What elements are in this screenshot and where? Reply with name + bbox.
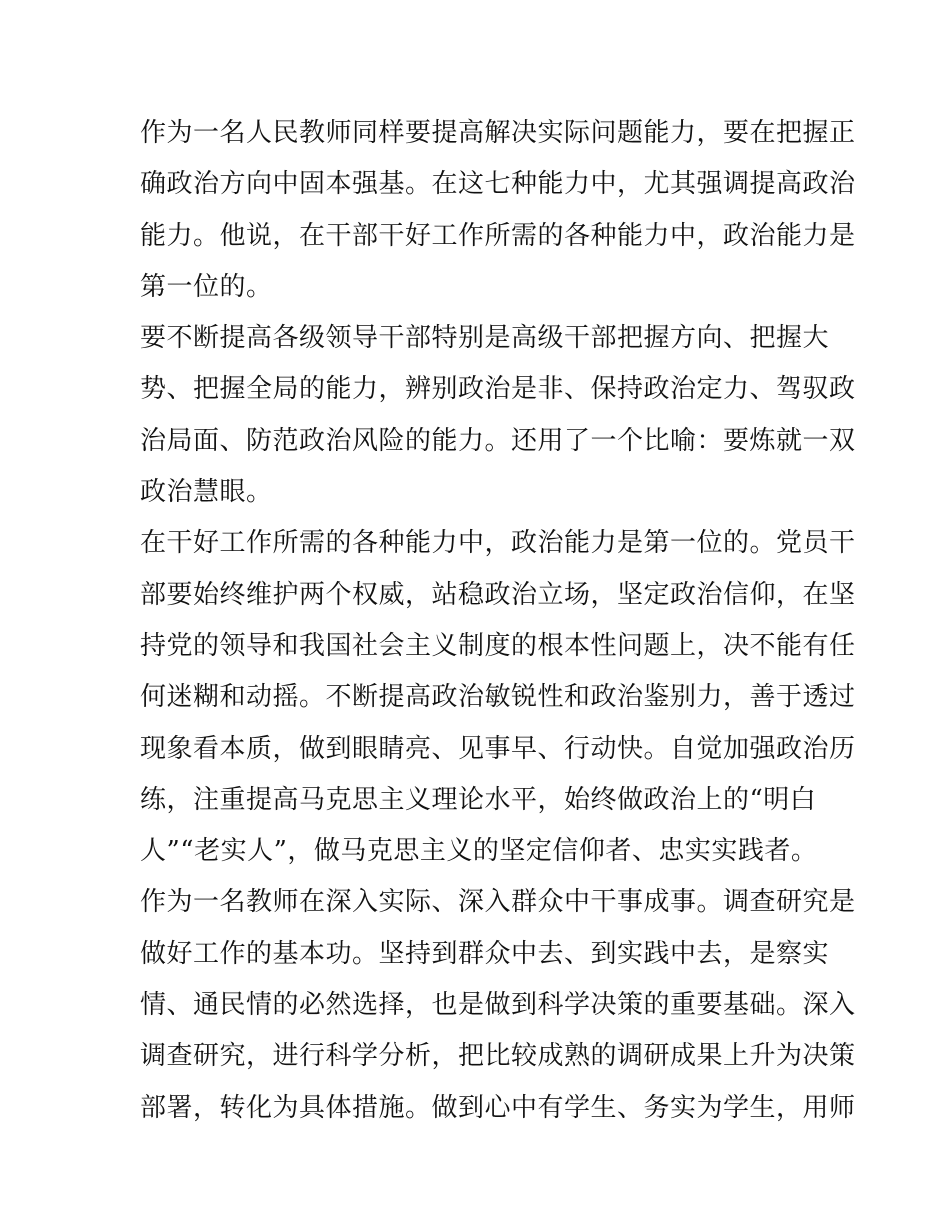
text-line: 部要始终维护两个权威，站稳政治立场，坚定政治信仰，在坚	[140, 579, 856, 610]
text-line: 情、通民情的必然选择，也是做到科学决策的重要基础。深入	[140, 990, 856, 1021]
text-line: 练，注重提高马克思主义理论水平，始终做政治上的“明白	[140, 784, 817, 815]
text-line: 作为一名教师在深入实际、深入群众中干事成事。调查研究是	[140, 887, 856, 918]
text-line: 做好工作的基本功。坚持到群众中去、到实践中去，是察实	[140, 938, 830, 969]
text-line: 政治慧眼。	[140, 477, 273, 508]
text-line: 人”“老实人”，做马克思主义的坚定信仰者、忠实实践者。	[140, 836, 818, 867]
text-line: 确政治方向中固本强基。在这七种能力中，尤其强调提高政治	[140, 169, 856, 200]
text-line: 第一位的。	[140, 271, 273, 302]
document-body	[140, 108, 856, 1134]
text-line: 部署，转化为具体措施。做到心中有学生、务实为学生，用师	[140, 1092, 856, 1123]
text-line: 作为一名人民教师同样要提高解决实际问题能力，要在把握正	[140, 118, 856, 148]
text-line: 治局面、防范政治风险的能力。还用了一个比喻：要炼就一双	[140, 425, 856, 456]
text-line: 能力。他说，在干部干好工作所需的各种能力中，政治能力是	[140, 220, 856, 251]
text-line: 持党的领导和我国社会主义制度的根本性问题上，决不能有任	[140, 630, 856, 661]
text-line: 要不断提高各级领导干部特别是高级干部把握方向、把握大	[140, 323, 830, 354]
text-line: 现象看本质，做到眼睛亮、见事早、行动快。自觉加强政治历	[140, 733, 856, 764]
text-line: 势、把握全局的能力，辨别政治是非、保持政治定力、驾驭政	[140, 374, 856, 405]
text-line: 调查研究，进行科学分析，把比较成熟的调研成果上升为决策	[140, 1041, 856, 1072]
text-line: 何迷糊和动摇。不断提高政治敏锐性和政治鉴别力，善于透过	[140, 682, 856, 713]
text-line: 在干好工作所需的各种能力中，政治能力是第一位的。党员干	[140, 528, 856, 559]
